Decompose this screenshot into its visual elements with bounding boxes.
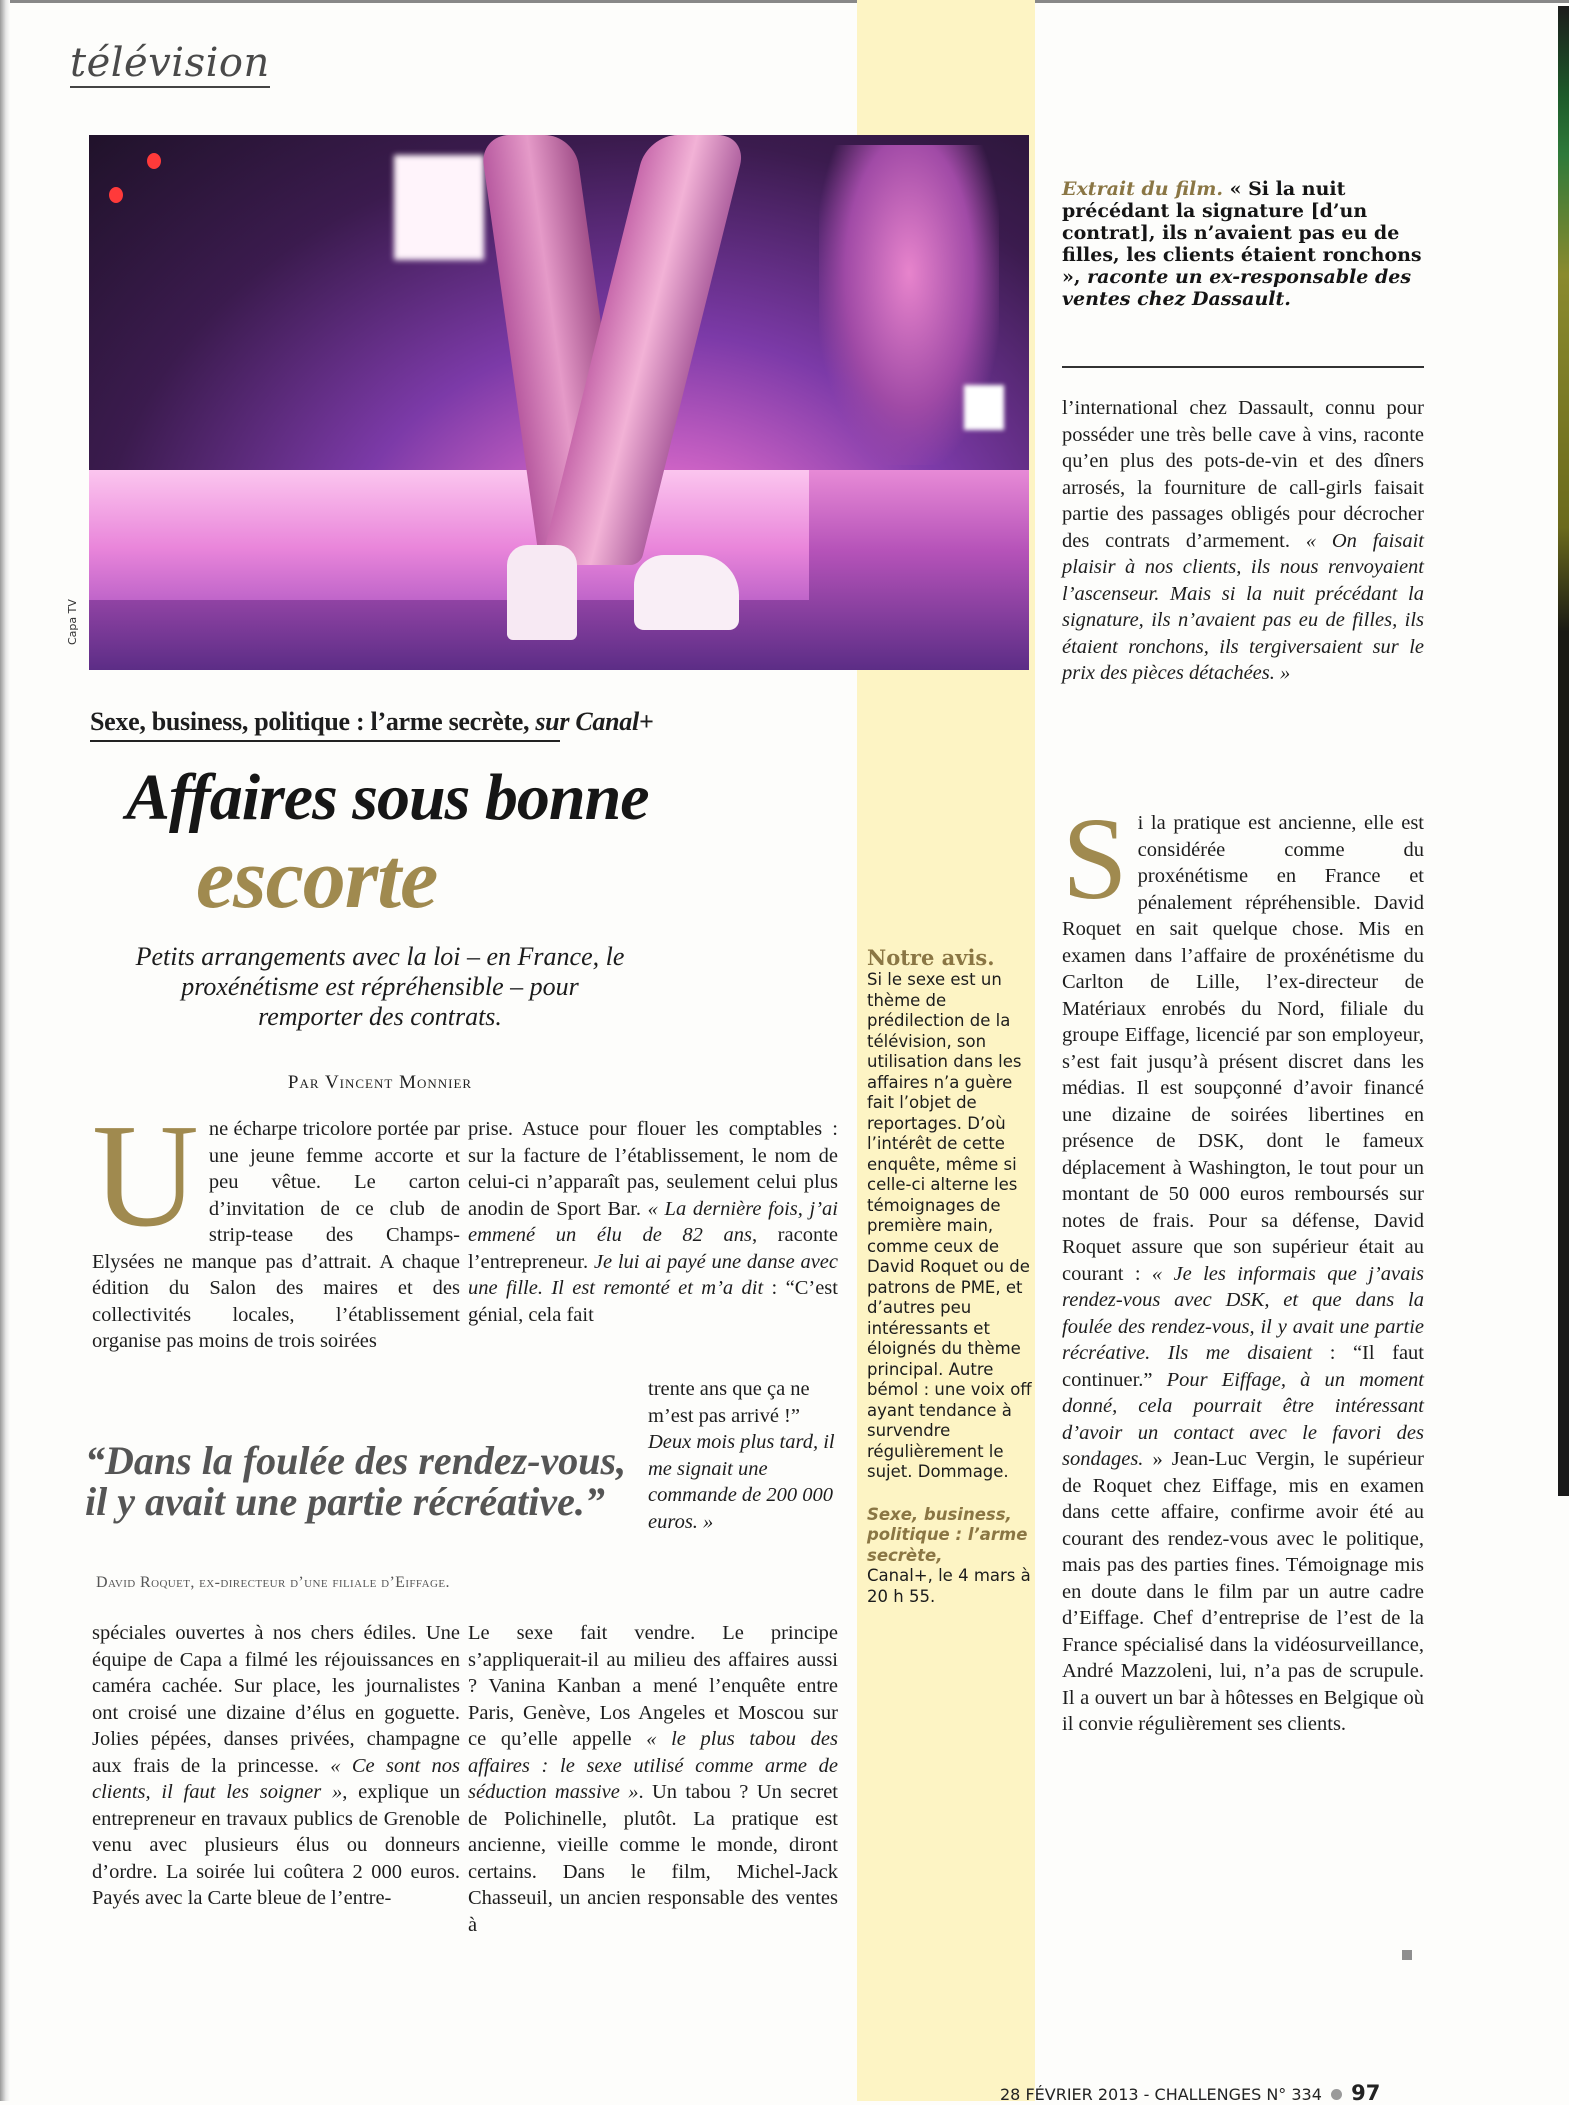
paragraph-text: l’international chez Dassault, connu pour posséder une très belle cave à vins, raconte qu’en plus des pots-de-vin et des dîners arrosés, la fourniture de call-girls faisait partie des passages obligés pour décrocher des contrats d’armement. <box>1062 397 1424 552</box>
paragraph-text: trente ans que ça ne m’est pas arrivé !” <box>648 1378 810 1427</box>
excerpt-lead: Extrait du film. <box>1062 178 1223 200</box>
photo-light <box>964 385 1004 430</box>
kicker-channel: sur Canal+ <box>535 707 654 736</box>
body-column-2-top <box>468 1116 838 1328</box>
photo-credit: Capa TV <box>66 599 79 645</box>
page-footer <box>1000 2081 1380 2105</box>
body-column-1-top <box>92 1094 460 1355</box>
inline-quote: « On faisait plaisir à nos clients, ils nous renvoyaient l’ascenseur. Mais si la nuit précédant la signature, ils n’avaient pas eu de filles, ils étaient ronchons, ils tergiversaient sur le prix des pièces détachées. » <box>1062 529 1424 684</box>
inline-quote: « Ce sont nos clients, il faut les soigner » <box>92 1754 460 1803</box>
body-column-2-bottom <box>468 1620 838 1938</box>
byline: Par Vincent Monnier <box>287 1072 473 1093</box>
photo-high-heel <box>507 545 577 640</box>
pull-quote: “Dans la foulée des rendez-vous, il y avait une partie récréative.” <box>85 1438 627 1524</box>
paragraph-text: » Jean-Luc Vergin, le supérieur de Roquet chez Eiffage, mis en examen dans cette affaire, confirme avoir été au courant des rendez-vous avec le politique, mais pas des parties fines. Témoignage mis en doute dans le film par un autre cadre d’Eiffage. Chef d’entreprise de l’est de la France spécialisé dans la vidéosurveillance, André Mazzoleni, lui, n’a pas de scrupule. Il a ouvert un bar à hôtesses en Belgique où il convie régulièrement ses clients. <box>1062 1448 1424 1735</box>
paragraph-text: spéciales ouvertes à nos chers édiles. Une équipe de Capa a filmé les réjouissances en caméra cachée. Sur place, les journalistes ont croisé une dizaine d’élus en goguette. Jolies pépées, danses privées, champagne aux frais de la princesse. <box>92 1622 460 1777</box>
inline-quote: « Je les informais que j’avais rendez-vous avec DSK, et que dans la foulée des rendez-vous, il y avait une partie récréative. Ils me disaient <box>1062 1262 1424 1364</box>
kicker-underline <box>90 740 560 742</box>
pull-quote-attribution: David Roquet, ex-directeur d’une filiale d’Eiffage. <box>96 1574 450 1591</box>
show-schedule: Canal+, le 4 mars à 20 h 55. <box>867 1566 1031 1606</box>
excerpt-attribution: raconte un ex-responsable des ventes chez Dassault. <box>1062 266 1412 310</box>
opinion-box <box>867 946 1032 1607</box>
headline-line-2: escorte <box>196 830 438 926</box>
footer-issue: 28 FÉVRIER 2013 - CHALLENGES N° 334 <box>1000 2085 1322 2104</box>
article-dek: Petits arrangements avec la loi – en France, le proxénétisme est répréhensible – pour remporter des contrats. <box>135 942 625 1031</box>
section-label: télévision <box>70 40 270 86</box>
article-photo <box>89 135 1029 670</box>
body-column-1-bottom <box>92 1620 460 1912</box>
broadcast-info <box>867 1505 1032 1608</box>
inline-quote: Je lui ai payé une danse avec une fille. Il est remonté et m’a dit <box>468 1250 838 1299</box>
dropcap: S <box>1062 793 1128 924</box>
adjacent-page-strip <box>1558 6 1569 1496</box>
paragraph-text: . Un tabou ? Un secret de Polichinelle, plutôt. La pratique est ancienne, vieille comme le monde, diront certains. Dans le film, Michel-Jack Chasseuil, un ancien responsable des ventes à <box>468 1781 838 1936</box>
article-kicker <box>90 707 653 737</box>
paragraph-text: Le sexe fait vendre. Le principe s’appliquerait-il au milieu des affaires aussi ? Vanina Kanban a mené l’enquête entre Paris, Genève, Los Angeles et Moscou sur ce qu’elle appelle <box>468 1622 838 1750</box>
kicker-title: Sexe, business, politique : l’arme secrète, <box>90 707 536 736</box>
paragraph-text: ne écharpe tricolore portée par une jeune femme accorte et peu vêtue. Le carton d’invitation de ce club de strip-tease des Champs-Elysées ne manque pas d’attrait. A chaque édition du Salon des maires et des collectivités locales, l’établissement organise pas moins de trois soirées <box>92 1118 460 1352</box>
photo-high-heel <box>634 555 739 630</box>
inline-quote: « La dernière fois, j’ai emmené un élu de 82 ans <box>468 1197 838 1246</box>
end-of-article-square-icon <box>1402 1950 1412 1960</box>
excerpt-quote: « Si la nuit précédant la signature [d’un contrat], ils n’avaient pas eu de filles, les clients étaient ronchons », <box>1062 178 1422 288</box>
paragraph-text: : “C’est génial, cela fait <box>468 1277 838 1326</box>
body-column-3-bottom <box>1062 793 1424 1738</box>
photo-red-light <box>109 187 123 203</box>
inline-quote: « le plus tabou des affaires : le sexe utilisé comme arme de séduction massive » <box>468 1728 838 1803</box>
inline-quote: Pour Eiffage, à un moment donné, cela pourrait être intéressant d’avoir un contact avec le favori des sondages. <box>1062 1368 1424 1470</box>
paragraph-text: , raconte l’entrepreneur. <box>468 1224 838 1273</box>
photo-light <box>394 155 484 260</box>
binding-shadow <box>0 0 10 2101</box>
body-column-2-inset <box>648 1376 838 1535</box>
paragraph-text: i la pratique est ancienne, elle est considérée comme du proxénétisme en France et pénalement répréhensible. David Roquet en sait quelque chose. Mis en examen dans l’affaire de proxénétisme du Carlton de Lille, l’ex-directeur de Matériaux enrobés du Nord, filiale du groupe Eiffage, licencié par son employeur, s’est fait jusqu’à présent discret dans les médias. Il est soupçonné d’avoir financé une dizaine de soirées libertines en présence de DSK, dont le fameux déplacement à Washington, le tout pour un montant de 50 000 euros remboursés sur notes de frais. Pour sa défense, David Roquet assure que son supérieur était au courant : <box>1062 812 1424 1285</box>
opinion-title: Notre avis. <box>867 945 995 970</box>
paragraph-text: : “Il faut continuer.” <box>1062 1342 1424 1391</box>
page-top-edge <box>0 0 1569 3</box>
paragraph-text: prise. Astuce pour flouer les comptables : sur la facture de l’établissement, le nom de celui-ci n’apparaît pas, seulement celui plus anodin de Sport Bar. <box>468 1118 838 1220</box>
photo-red-light <box>147 153 161 169</box>
dropcap: U <box>92 1094 199 1258</box>
show-title: Sexe, business, politique : l’arme secrète, <box>867 1504 1028 1565</box>
bullet-icon <box>1331 2089 1342 2100</box>
page-number: 97 <box>1351 2081 1381 2105</box>
excerpt-divider <box>1062 366 1424 368</box>
body-column-3-top <box>1062 395 1424 687</box>
headline-line-1: Affaires sous bonne <box>126 761 649 834</box>
opinion-text: Si le sexe est un thème de prédilection de la télévision, son utilisation dans les affaires n’a guère fait l’objet de reportages. D’où l’intérêt de cette enquête, même si celle-ci alterne les témoignages de première main, comme ceux de David Roquet ou de patrons de PME, et d’autres peu intéressants et éloignés du thème principal. Autre bémol : une voix off ayant tendance à survendre régulièrement le sujet. Dommage. <box>867 970 1032 1481</box>
film-excerpt-box <box>1062 178 1422 310</box>
inline-quote: Deux mois plus tard, il me signait une commande de 200 000 euros. » <box>648 1431 835 1533</box>
paragraph-text: , explique un entrepreneur en travaux publics de Grenoble venu avec plusieurs élus ou donneurs d’ordre. La soirée lui coûtera 2 000 euros. Payés avec la Carte bleue de l’entre- <box>92 1781 460 1909</box>
